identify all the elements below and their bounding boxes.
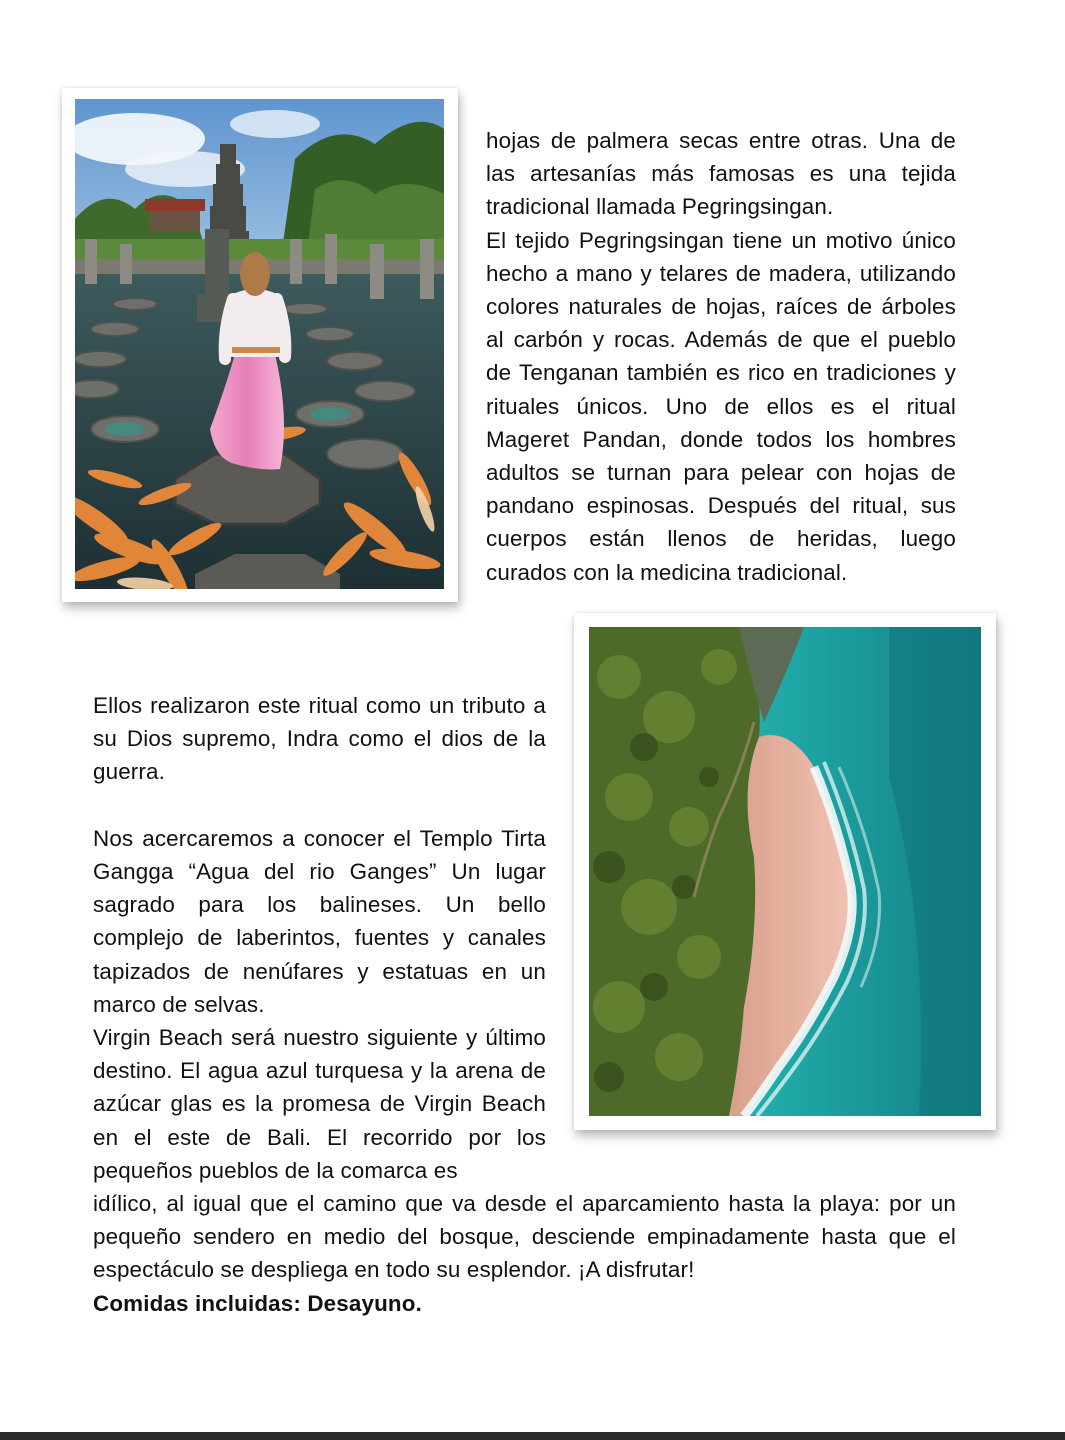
meals-included: Comidas incluidas: Desayuno. — [93, 1290, 422, 1316]
pavilion — [150, 211, 200, 231]
paragraph: Virgin Beach será nuestro siguiente y último destino. El agua azul turquesa y la arena de azúcar glas es la promesa de Virgin Beach en el este de Bali. El recorrido por los pequeños pueblos de la comarca es — [93, 1025, 546, 1183]
paragraph: Nos acercaremos a conocer el Templo Tirta Gangga “Agua del rio Ganges” Un lugar sagrado para los balineses. Un bello complejo de laberintos, fuentes y canales tapizados de nenúfares y estatuas en un marco de selvas. — [93, 825, 546, 1017]
beach-photo — [589, 627, 981, 1116]
waist-belt — [232, 347, 280, 353]
bottom-text-block — [93, 1187, 956, 1320]
beach-photo-frame — [574, 613, 996, 1130]
left-text-block — [93, 689, 546, 1187]
top-text-block — [486, 124, 956, 589]
bottom-edge-bar — [0, 1432, 1065, 1440]
paragraph-gap — [93, 789, 546, 822]
paragraph: Ellos realizaron este ritual como un tributo a su Dios supremo, Indra como el dios de la guerra. — [93, 693, 546, 785]
temple-photo-frame — [62, 88, 458, 602]
hair — [240, 252, 270, 296]
pavilion-roof — [145, 199, 205, 211]
temple-photo — [75, 99, 444, 589]
paragraph: hojas de palmera secas entre otras. Una de las artesanías más famosas es una tejida tradicional llamada Pegringsingan. — [486, 128, 956, 220]
paragraph: El tejido Pegringsingan tiene un motivo único hecho a mano y telares de madera, utilizando colores naturales de hojas, raíces de árboles al carbón y rocas. Además de que el pueblo de Tenganan también es rico en tradiciones y rituales únicos. Uno de ellos es el ritual Mageret Pandan, donde todos los hombres adultos se turnan para pelear con hojas de pandano espinosas. Después del ritual, sus cuerpos están llenos de heridas, luego curados con la medicina tradicional. — [486, 227, 956, 585]
paragraph: idílico, al igual que el camino que va desde el aparcamiento hasta la playa: por un pequeño sendero en medio del bosque, desciende empinadamente hasta que el espectáculo se despliega en todo su esplendor. ¡A disfrutar! — [93, 1191, 956, 1283]
cloud — [230, 110, 320, 138]
